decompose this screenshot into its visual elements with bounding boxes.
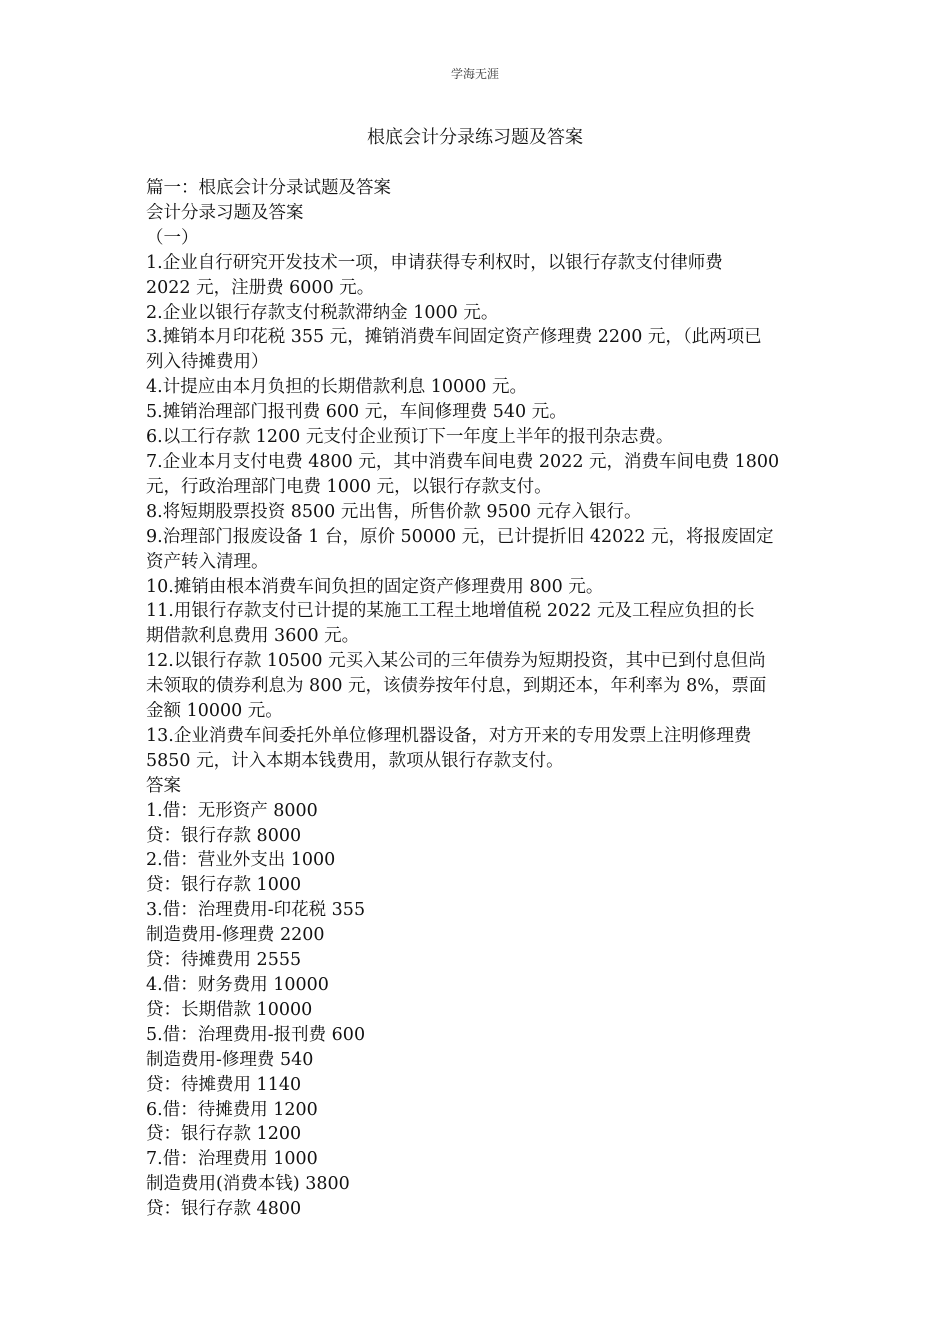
text-line: 资产转入清理。 xyxy=(146,551,269,572)
text-line: 贷：待摊费用 2555 xyxy=(146,950,302,971)
text-line: 4.借：财务费用 10000 xyxy=(146,975,329,995)
text-line: 贷：银行存款 4800 xyxy=(146,1199,302,1220)
text-line: 2.企业以银行存款支付税款滞纳金 1000 元。 xyxy=(146,302,499,323)
text-line: 13.企业消费车间委托外单位修理机器设备，对方开来的专用发票上注明修理费 xyxy=(146,725,752,746)
text-line: 贷：银行存款 1200 xyxy=(146,1124,302,1145)
text-line: 贷：银行存款 8000 xyxy=(146,825,302,846)
text-line: 7.企业本月支付电费 4800 元，其中消费车间电费 2022 元，消费车间电费 1800 xyxy=(146,451,780,472)
text-line: 3.借：治理费用-印花税 355 xyxy=(146,900,366,921)
text-line: 5850 元，计入本期本钱费用，款项从银行存款支付。 xyxy=(146,750,564,771)
text-line: 制造费用-修理费 540 xyxy=(146,1049,314,1070)
text-line: 3.摊销本月印花税 355 元，摊销消费车间固定资产修理费 2200 元，（此两项已 xyxy=(146,327,762,348)
text-line: 贷：待摊费用 1140 xyxy=(146,1074,302,1095)
text-line: 11.用银行存款支付已计提的某施工工程土地增值税 2022 元及工程应负担的长 xyxy=(146,601,755,622)
document-title: 根底会计分录练习题及答案 xyxy=(367,127,583,148)
text-line: 4.计提应由本月负担的长期借款利息 10000 元。 xyxy=(146,377,527,398)
text-line: 贷：银行存款 1000 xyxy=(146,875,302,896)
text-line: 9.治理部门报废设备 1 台，原价 50000 元，已计提折旧 42022 元，将报废固定 xyxy=(146,526,774,547)
text-line: 列入待摊费用） xyxy=(146,352,269,373)
text-line: 5.借：治理费用-报刊费 600 xyxy=(146,1024,366,1045)
text-line: 12.以银行存款 10500 元买入某公司的三年债券为短期投资，其中已到付息但尚 xyxy=(146,651,766,672)
text-line: 8.将短期股票投资 8500 元出售，所售价款 9500 元存入银行。 xyxy=(146,501,642,522)
text-line: 制造费用(消费本钱) 3800 xyxy=(146,1174,350,1195)
text-line: （一） xyxy=(146,227,199,248)
text-line: 元，行政治理部门电费 1000 元，以银行存款支付。 xyxy=(146,476,552,497)
text-line: 会计分录习题及答案 xyxy=(146,202,304,223)
page-header: 学海无涯 xyxy=(450,67,499,81)
text-line: 6.以工行存款 1200 元支付企业预订下一年度上半年的报刊杂志费。 xyxy=(146,427,674,448)
text-line: 2022 元，注册费 6000 元。 xyxy=(146,277,375,298)
text-line: 金额 10000 元。 xyxy=(146,701,283,722)
text-line: 7.借：治理费用 1000 xyxy=(146,1149,318,1170)
text-line: 6.借：待摊费用 1200 xyxy=(146,1099,318,1120)
text-line: 2.借：营业外支出 1000 xyxy=(146,850,336,871)
text-line: 篇一：根底会计分录试题及答案 xyxy=(146,178,391,198)
document-body xyxy=(146,176,810,1222)
text-line: 答案 xyxy=(146,775,181,796)
text-line: 制造费用-修理费 2200 xyxy=(146,925,325,946)
text-line: 5.摊销治理部门报刊费 600 元，车间修理费 540 元。 xyxy=(146,402,567,423)
text-line: 10.摊销由根本消费车间负担的固定资产修理费用 800 元。 xyxy=(146,576,604,597)
text-line: 期借款利息费用 3600 元。 xyxy=(146,626,360,647)
text-line: 1.企业自行研究开发技术一项，申请获得专利权时，以银行存款支付律师费 xyxy=(146,252,723,273)
text-line: 贷：长期借款 10000 xyxy=(146,999,313,1020)
text-line: 未领取的债券利息为 800 元，该债券按年付息，到期还本，年利率为 8%，票面 xyxy=(146,676,767,697)
text-line: 1.借：无形资产 8000 xyxy=(146,800,318,821)
